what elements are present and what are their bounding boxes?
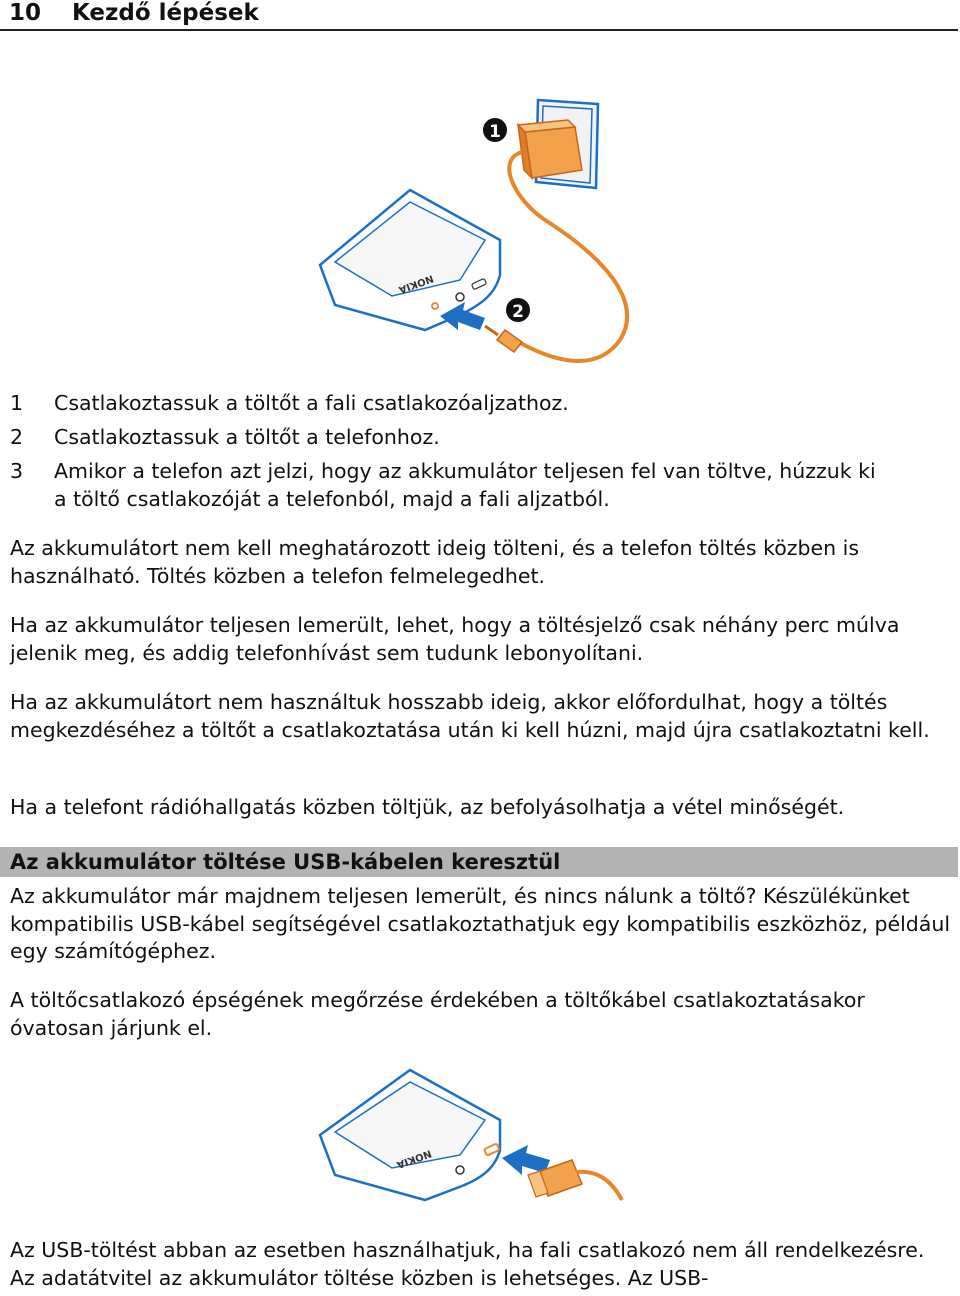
step-text-continued: a töltő csatlakozóját a telefonból, majd a fali aljzatból. bbox=[54, 487, 610, 511]
step-number: 2 bbox=[10, 425, 24, 449]
charging-illustration bbox=[300, 90, 650, 375]
paragraph-radio: Ha a telefont rádióhallgatás közben töltjük, az befolyásolhatja a vétel minőségét. bbox=[10, 795, 845, 819]
section-title: Az akkumulátor töltése USB-kábelen keresztül bbox=[10, 850, 561, 874]
charger-plug bbox=[518, 120, 582, 178]
step-text: Csatlakoztassuk a töltőt a fali csatlakozóaljzathoz. bbox=[54, 391, 569, 415]
section-header bbox=[0, 847, 958, 877]
page-number: 10 bbox=[9, 0, 42, 26]
paragraph-usb-care: A töltőcsatlakozó épségének megőrzése érdekében a töltőkábel csatlakoztatásakor óvatosan járjunk el. bbox=[10, 988, 865, 1040]
step-number: 3 bbox=[10, 459, 24, 483]
page-header bbox=[0, 0, 958, 31]
paragraph-empty-battery: Ha az akkumulátor teljesen lemerült, lehet, hogy a töltésjelző csak néhány perc múlva jelenik meg, és addig telefonhívást sem tudunk lebonyolítani. bbox=[10, 613, 900, 665]
step-text: Csatlakoztassuk a töltőt a telefonhoz. bbox=[54, 425, 440, 449]
chapter-title: Kezdő lépések bbox=[72, 0, 259, 26]
step-text: Amikor a telefon azt jelzi, hogy az akkumulátor teljesen fel van töltve, húzzuk ki bbox=[54, 459, 876, 483]
paragraph-long-unused: Ha az akkumulátort nem használtuk hosszabb ideig, akkor előfordulhat, hogy a töltés megkezdéséhez a töltőt a csatlakoztatása után ki kell húzni, majd újra csatlakoztatni kell. bbox=[10, 690, 930, 742]
paragraph-usb-intro: Az akkumulátor már majdnem teljesen lemerült, és nincs nálunk a töltő? Készülékünket kompatibilis USB-kábel segítségével csatlakoztathatjuk egy kompatibilis eszközhöz, például egy számítógéphez. bbox=[10, 884, 951, 963]
step-number: 1 bbox=[10, 391, 24, 415]
phone bbox=[320, 1070, 500, 1200]
callout-1 bbox=[483, 118, 507, 142]
paragraph-usb-usage: Az USB-töltést abban az esetben használhatjuk, ha fali csatlakozó nem áll rendelkezésre. Az adatátvitel az akkumulátor töltése közben is lehetséges. Az USB- bbox=[10, 1238, 925, 1290]
usb-charging-illustration bbox=[310, 1060, 640, 1205]
paragraph-charging-time: Az akkumulátort nem kell meghatározott ideig tölteni, és a telefon töltés közben is használható. Töltés közben a telefon felmelegedhet. bbox=[10, 536, 860, 588]
phone-brand-label: NOKIA bbox=[395, 1147, 433, 1170]
phone bbox=[320, 190, 500, 330]
svg-text:2: 2 bbox=[512, 302, 524, 322]
svg-text:1: 1 bbox=[489, 122, 501, 142]
callout-2 bbox=[506, 298, 530, 322]
phone-brand-label: NOKIA bbox=[397, 272, 435, 295]
